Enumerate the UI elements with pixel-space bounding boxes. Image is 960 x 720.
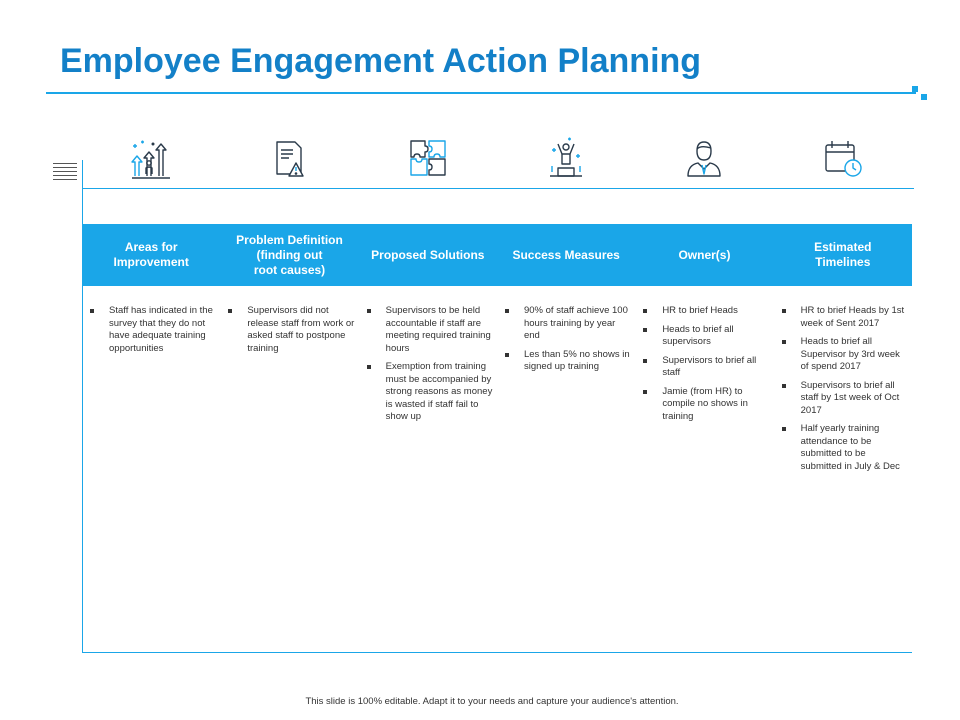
list-item: 90% of staff achieve 100 hours training by year end (505, 305, 631, 343)
column-header: Estimated Timelines (814, 240, 872, 269)
document-warning-icon (267, 136, 311, 180)
column-proposed-solutions (359, 305, 497, 479)
list-item: Supervisors to brief all staff by 1st week of Oct 2017 (782, 380, 908, 418)
icon-row-divider (82, 188, 914, 189)
list-item: Staff has indicated in the survey that they do not have adequate training opportunities (90, 305, 216, 355)
winner-podium-icon (544, 136, 588, 180)
column-header: Success Measures (512, 247, 620, 262)
lines-icon (53, 163, 77, 181)
table-bottom-border (82, 652, 912, 653)
column-header: Areas for Improvement (113, 240, 189, 269)
table-body (82, 305, 912, 479)
column-areas-for-improvement (82, 305, 220, 479)
list-item: Les than 5% no shows in signed up training (505, 349, 631, 374)
column-header-band (82, 224, 912, 286)
list-item: Heads to brief all Supervisor by 3rd week of spend 2017 (782, 336, 908, 374)
column-estimated-timelines (774, 305, 912, 479)
column-success-measures (497, 305, 635, 479)
list-item: Heads to brief all supervisors (643, 324, 769, 349)
puzzle-pieces-icon (406, 136, 450, 180)
list-item: Supervisors did not release staff from work or asked staff to postpone training (228, 305, 354, 355)
column-header: Proposed Solutions (371, 247, 485, 262)
column-owners (635, 305, 773, 479)
list-item: Half yearly training attendance to be submitted to be submitted in July & Dec (782, 423, 908, 473)
title-underline (46, 92, 916, 94)
list-item: Exemption from training must be accompanied by strong reasons as money is wasted if staff fail to show up (367, 361, 493, 424)
growth-chart-person-icon (129, 136, 173, 180)
decorative-square (921, 94, 927, 100)
list-item: Supervisors to be held accountable if staff are meeting required training hours (367, 305, 493, 355)
footer-note: This slide is 100% editable. Adapt it to your needs and capture your audience's attention. (305, 696, 679, 707)
list-item: Supervisors to brief all staff (643, 355, 769, 380)
list-item: HR to brief Heads by 1st week of Sent 2017 (782, 305, 908, 330)
calendar-clock-icon (821, 136, 865, 180)
list-item: HR to brief Heads (643, 305, 769, 318)
icon-row (82, 130, 912, 186)
list-item: Jamie (from HR) to compile no shows in training (643, 386, 769, 424)
column-problem-definition (220, 305, 358, 479)
column-header: Owner(s) (678, 247, 731, 262)
column-header: Problem Definition (finding out root causes) (236, 232, 343, 277)
page-title: Employee Engagement Action Planning (60, 42, 702, 80)
person-avatar-icon (682, 136, 726, 180)
decorative-square (912, 86, 918, 92)
